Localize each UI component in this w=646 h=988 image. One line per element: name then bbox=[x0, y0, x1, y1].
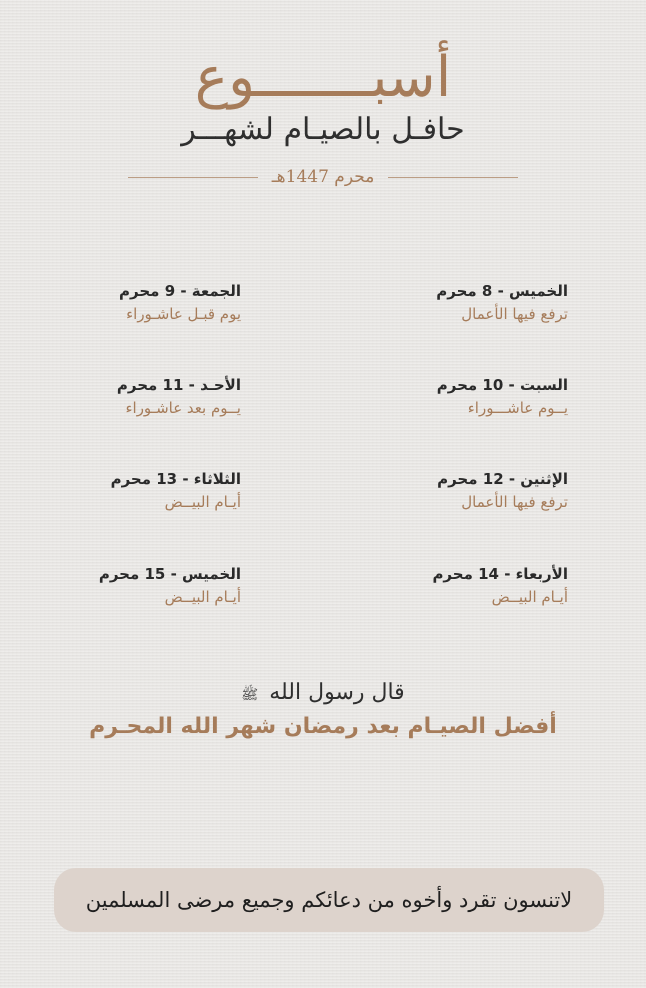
day-name: الخميس - 15 محرم bbox=[98, 565, 241, 583]
day-description: يوم قبـل عاشـوراء bbox=[126, 305, 241, 323]
date-row bbox=[128, 164, 518, 190]
day-description: يــوم بعد عاشـوراء bbox=[125, 399, 241, 417]
day-item bbox=[61, 468, 241, 514]
divider-line-left bbox=[388, 177, 518, 178]
day-name: الثلاثاء - 13 محرم bbox=[110, 470, 241, 488]
day-name: الأربعاء - 14 محرم bbox=[432, 565, 568, 583]
day-item bbox=[61, 563, 241, 609]
day-description: أيـام البيــض bbox=[164, 588, 241, 606]
hadith-intro bbox=[0, 680, 646, 706]
day-description: أيـام البيــض bbox=[164, 493, 241, 511]
day-item bbox=[388, 468, 568, 514]
prayer-text: لاتنسون تقرد وأخوه من دعائكم وجميع مرضى المسلمين bbox=[85, 888, 573, 912]
day-name: الجمعة - 9 محرم bbox=[119, 282, 241, 300]
day-item bbox=[388, 563, 568, 609]
day-description: ترفع فيها الأعمال bbox=[461, 305, 568, 323]
day-item bbox=[61, 280, 241, 326]
day-name: الخميس - 8 محرم bbox=[436, 282, 568, 300]
day-description: ترفع فيها الأعمال bbox=[461, 493, 568, 511]
day-description: يــوم عاشـــوراء bbox=[467, 399, 568, 417]
hijri-date: محرم 1447هـ bbox=[271, 167, 375, 187]
honorific-icon: ﷺ bbox=[241, 687, 259, 703]
day-item bbox=[61, 374, 241, 420]
day-item bbox=[388, 374, 568, 420]
divider-line-right bbox=[128, 177, 258, 178]
poster-subtitle: حافـل بالصيـام لشهـــر bbox=[181, 112, 465, 147]
prayer-banner bbox=[54, 868, 604, 932]
day-name: الأحـد - 11 محرم bbox=[116, 376, 241, 394]
day-item bbox=[388, 280, 568, 326]
hadith-text: أفضل الصيـام بعد رمضان شهر الله المحـرم bbox=[89, 714, 557, 739]
day-name: السبت - 10 محرم bbox=[436, 376, 568, 394]
hadith-intro-text: قال رسول الله bbox=[269, 680, 405, 705]
day-description: أيـام البيــض bbox=[491, 588, 568, 606]
poster-title: أسبـــــــوع bbox=[194, 45, 452, 110]
day-name: الإثنين - 12 محرم bbox=[437, 470, 568, 488]
